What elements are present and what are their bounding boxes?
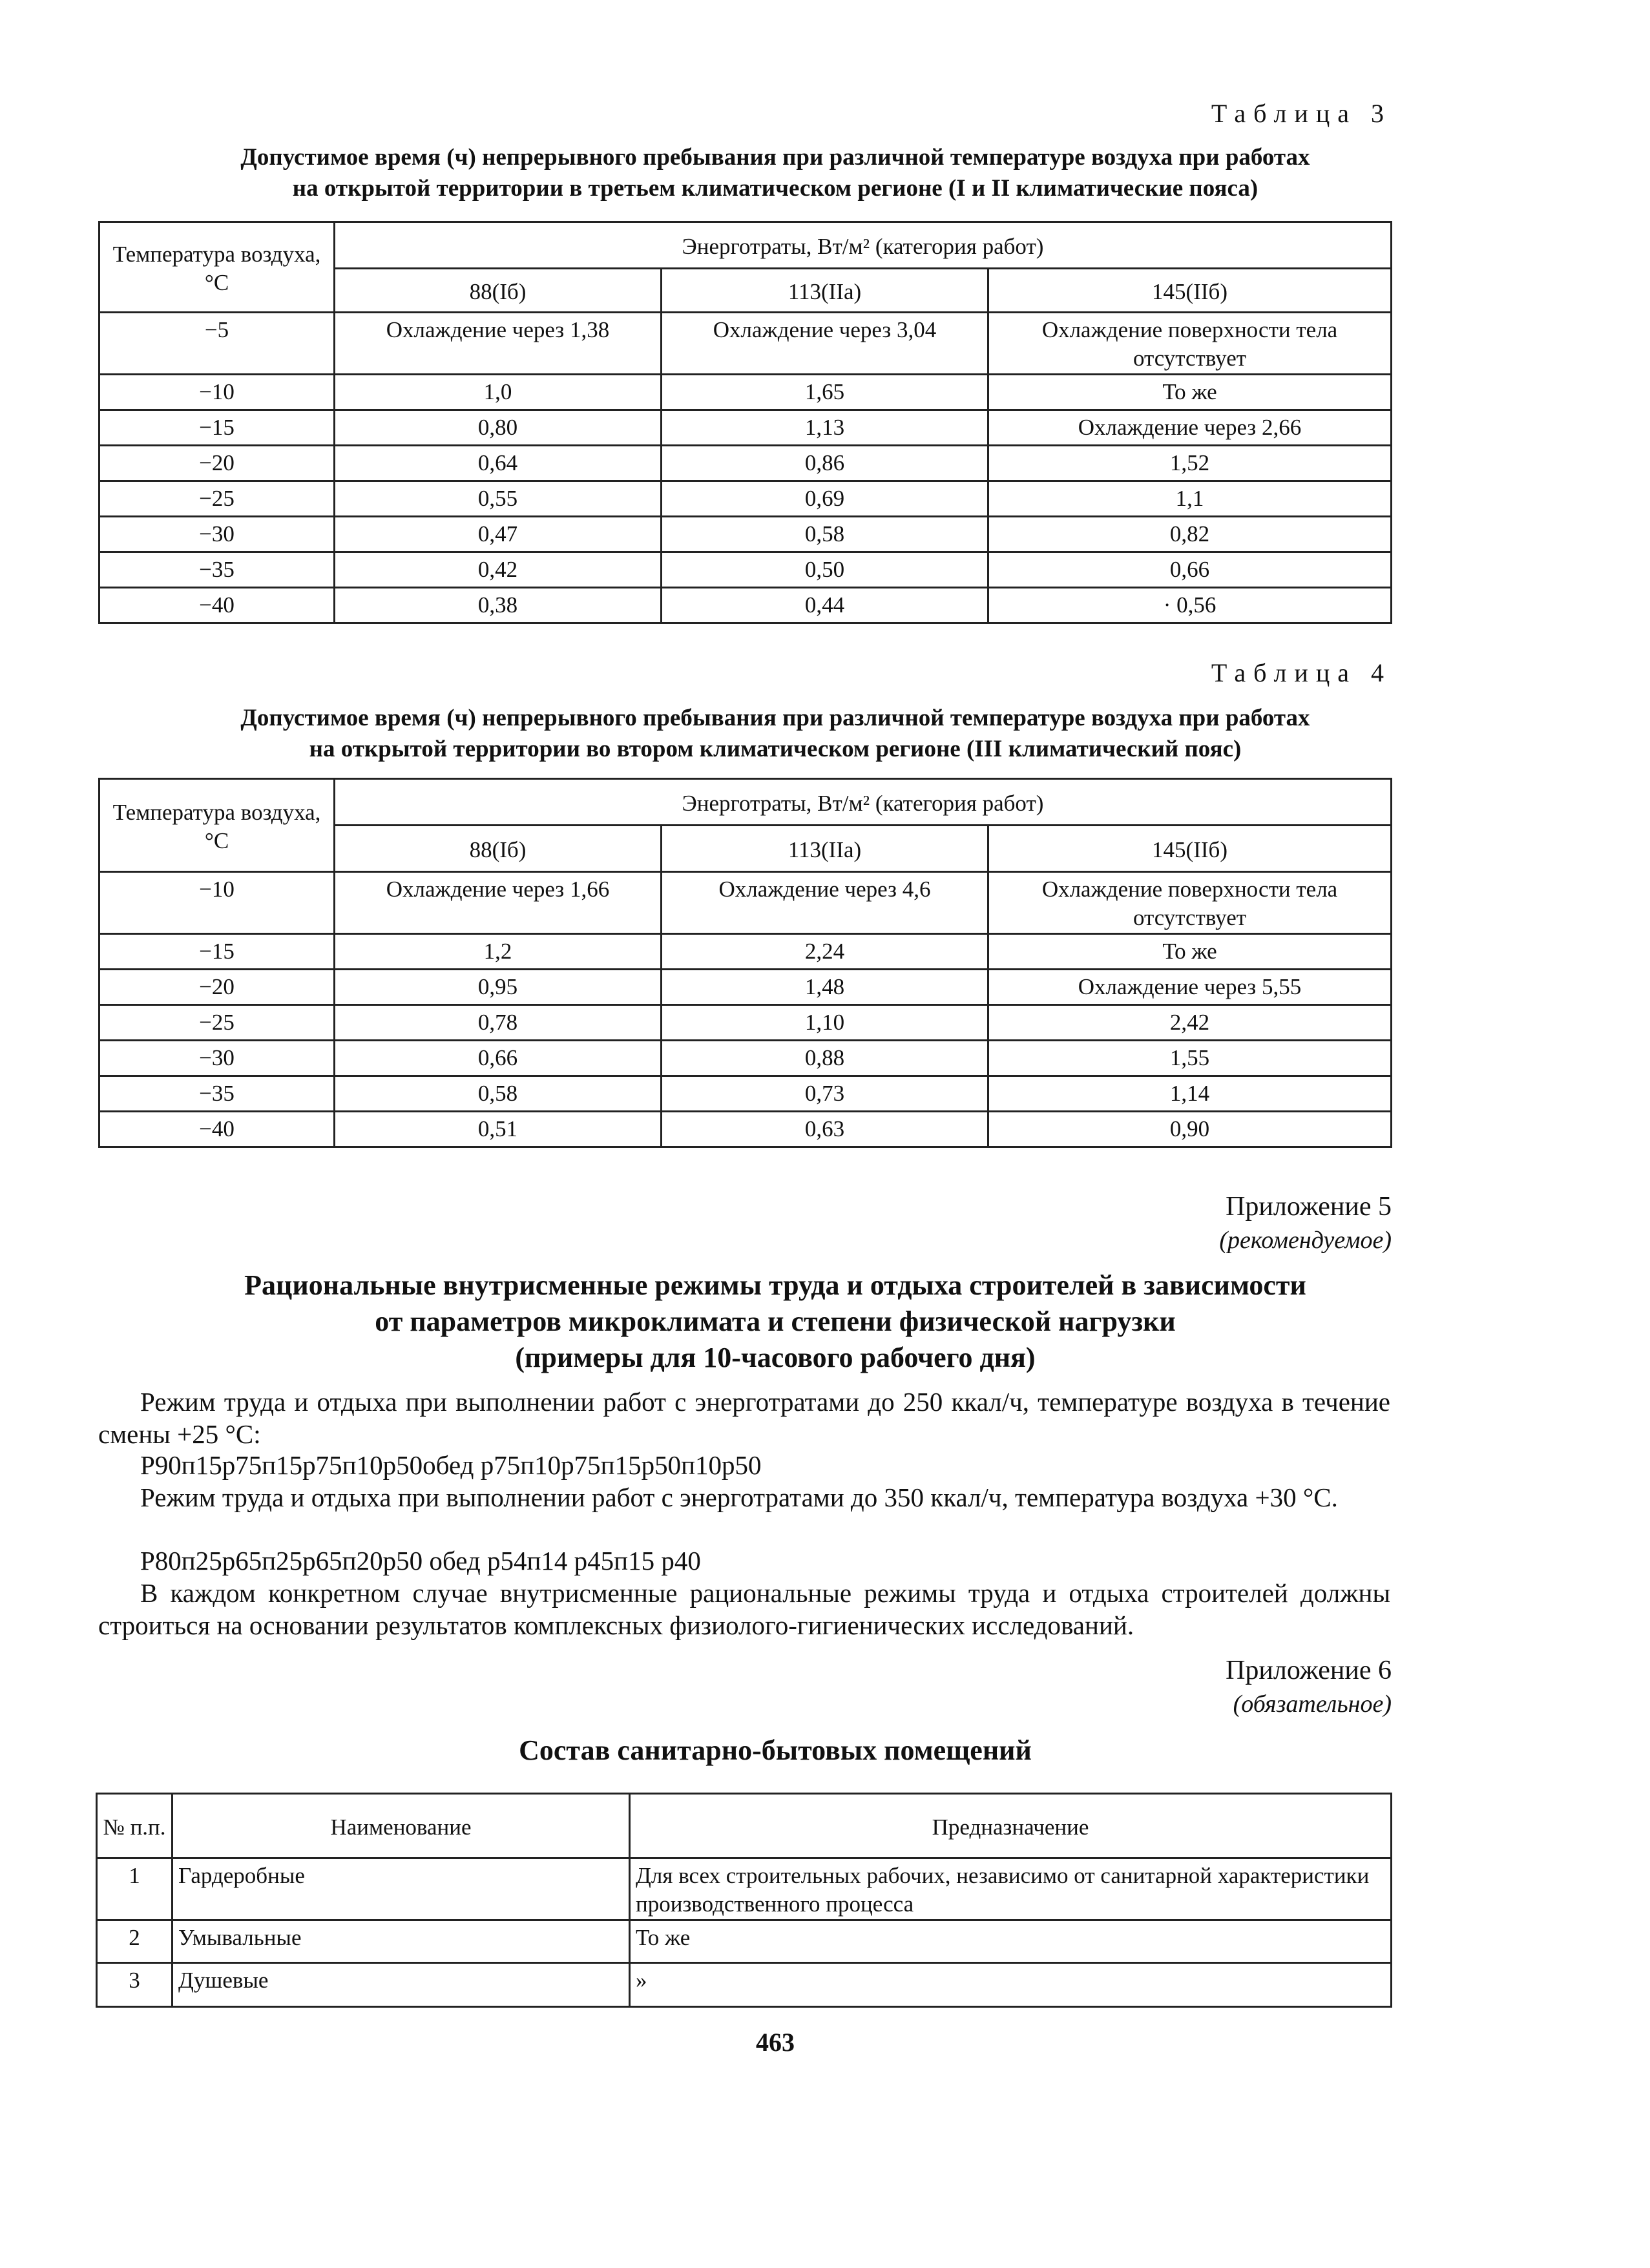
table-row <box>99 552 1392 588</box>
table-cell: −40 <box>99 1112 335 1147</box>
table-cell: 1 <box>97 1858 172 1920</box>
table-cell: 0,58 <box>662 517 988 552</box>
header-energy: Энерготраты, Вт/м² (категория работ) <box>335 222 1392 269</box>
header-number: № п.п. <box>97 1794 172 1858</box>
table-cell: 0,42 <box>335 552 662 588</box>
table-row <box>99 1041 1392 1076</box>
table-cell: 0,58 <box>335 1076 662 1112</box>
table-cell: −15 <box>99 934 335 970</box>
table-cell: −15 <box>99 410 335 446</box>
table-cell: Умывальные <box>172 1920 630 1963</box>
table-row <box>97 1794 1392 1858</box>
header-col-88: 88(Iб) <box>335 269 662 313</box>
table4 <box>98 778 1392 1148</box>
table-cell: 1,13 <box>662 410 988 446</box>
header-col-145: 145(IIб) <box>988 826 1392 872</box>
table3 <box>98 221 1392 624</box>
table-row <box>97 1963 1392 2007</box>
table-cell: −30 <box>99 517 335 552</box>
table-cell: Охлаждение через 3,04 <box>662 313 988 375</box>
table-cell: −35 <box>99 1076 335 1112</box>
table-cell: 0,66 <box>335 1041 662 1076</box>
appendix6-label: Приложение 6 <box>1226 1656 1392 1685</box>
table-row <box>99 410 1392 446</box>
table-cell: 0,47 <box>335 517 662 552</box>
appendix5-label-block <box>1219 1190 1392 1257</box>
table-row <box>99 313 1392 375</box>
table-cell: 0,55 <box>335 481 662 517</box>
table-cell: Охлаждение поверхности тела отсутствует <box>988 872 1392 934</box>
table-cell: −40 <box>99 588 335 623</box>
table-row <box>99 481 1392 517</box>
appendix5-title <box>97 1267 1454 1376</box>
table3-title-line1: Допустимое время (ч) непрерывного пребывания при различной температуре воздуха при работах <box>240 144 1310 171</box>
table4-title-line2: на открытой территории во втором климатическом регионе (III климатический пояс) <box>309 736 1242 762</box>
table-cell: 2 <box>97 1920 172 1963</box>
table-cell: −25 <box>99 481 335 517</box>
appendix6-label-block <box>1226 1654 1392 1721</box>
table-cell: 0,73 <box>662 1076 988 1112</box>
table-row <box>99 1076 1392 1112</box>
table-cell: 0,44 <box>662 588 988 623</box>
table-cell: −25 <box>99 1005 335 1041</box>
page-number: 463 <box>756 2028 795 2057</box>
table-cell: 0,90 <box>988 1112 1392 1147</box>
header-col-113: 113(IIa) <box>662 269 988 313</box>
table-cell: 0,50 <box>662 552 988 588</box>
table-row <box>99 872 1392 934</box>
header-temperature: Температура воздуха, °С <box>99 222 335 313</box>
appendix5-label: Приложение 5 <box>1226 1192 1392 1222</box>
table-cell: То же <box>988 375 1392 410</box>
table-row <box>99 779 1392 826</box>
table-row <box>99 222 1392 269</box>
table-cell: Охлаждение поверхности тела отсутствует <box>988 313 1392 375</box>
table-cell: 0,82 <box>988 517 1392 552</box>
table-cell: Охлаждение через 1,38 <box>335 313 662 375</box>
table-cell: · 0,56 <box>988 588 1392 623</box>
table-cell: 3 <box>97 1963 172 2007</box>
table-cell: −10 <box>99 872 335 934</box>
appendix5-paragraph-4: Р80п25р65п25р65п20р50 обед р54п14 р45п15 р40 <box>140 1546 701 1576</box>
table-cell: −10 <box>99 375 335 410</box>
table-row <box>97 1858 1392 1920</box>
table4-title <box>97 703 1454 765</box>
table-cell: −20 <box>99 970 335 1005</box>
table-cell: Для всех строительных рабочих, независимо от санитарной характеристики производственного процесса <box>630 1858 1392 1920</box>
table-cell: Душевые <box>172 1963 630 2007</box>
table-cell: 1,55 <box>988 1041 1392 1076</box>
table-cell: 0,88 <box>662 1041 988 1076</box>
table-cell: −20 <box>99 446 335 481</box>
table-cell: 2,42 <box>988 1005 1392 1041</box>
table-cell: То же <box>630 1920 1392 1963</box>
table-cell: 1,10 <box>662 1005 988 1041</box>
table-row <box>99 517 1392 552</box>
appendix5-paragraph-2: Р90п15р75п15р75п10р50обед р75п10р75п15р50п10р50 <box>140 1450 762 1480</box>
table4-title-line1: Допустимое время (ч) непрерывного пребывания при различной температуре воздуха при работах <box>240 705 1310 731</box>
table-cell: Охлаждение через 2,66 <box>988 410 1392 446</box>
table-cell: 0,78 <box>335 1005 662 1041</box>
table-cell: 0,64 <box>335 446 662 481</box>
table-cell: Гардеробные <box>172 1858 630 1920</box>
appendix5-paragraph-5: В каждом конкретном случае внутрисменные рациональные режимы труда и отдыха строителей должны строиться на основании результатов комплексных физиолого-гигиенических исследований. <box>98 1578 1390 1640</box>
header-energy: Энерготраты, Вт/м² (категория работ) <box>335 779 1392 826</box>
table-cell: Охлаждение через 4,6 <box>662 872 988 934</box>
table-cell: 1,14 <box>988 1076 1392 1112</box>
table4-label: Таблица 4 <box>1211 658 1392 687</box>
table-cell: 0,86 <box>662 446 988 481</box>
appendix5-paragraph-3: Режим труда и отдыха при выполнении работ с энерготратами до 350 ккал/ч, температура воздуха +30 °С. <box>140 1483 1338 1512</box>
table-cell: 1,48 <box>662 970 988 1005</box>
table-row <box>99 1112 1392 1147</box>
table-cell: 0,38 <box>335 588 662 623</box>
header-name: Наименование <box>172 1794 630 1858</box>
header-col-145: 145(IIб) <box>988 269 1392 313</box>
table-row <box>99 375 1392 410</box>
table-row <box>99 1005 1392 1041</box>
table-cell: 1,0 <box>335 375 662 410</box>
table-cell: 1,52 <box>988 446 1392 481</box>
table-row <box>99 970 1392 1005</box>
appendix5-title-line2: от параметров микроклимата и степени физической нагрузки <box>375 1306 1176 1337</box>
header-purpose: Предназначение <box>630 1794 1392 1858</box>
table-row <box>99 934 1392 970</box>
appendix6-title: Состав санитарно-бытовых помещений <box>519 1734 1032 1766</box>
table-cell: То же <box>988 934 1392 970</box>
table-cell: 0,80 <box>335 410 662 446</box>
table-cell: 0,95 <box>335 970 662 1005</box>
appendix5-title-line3: (примеры для 10-часового рабочего дня) <box>515 1342 1036 1373</box>
table3-title-line2: на открытой территории в третьем климатическом регионе (I и II климатические пояса) <box>292 175 1258 202</box>
header-temperature: Температура воздуха, °С <box>99 779 335 872</box>
table-cell: 0,63 <box>662 1112 988 1147</box>
appendix6-sub: (обязательное) <box>1233 1691 1392 1718</box>
table-row <box>99 588 1392 623</box>
table-cell: 0,66 <box>988 552 1392 588</box>
table-cell: Охлаждение через 1,66 <box>335 872 662 934</box>
table-cell: −30 <box>99 1041 335 1076</box>
table3-title <box>97 142 1454 204</box>
table-cell: 1,65 <box>662 375 988 410</box>
appendix5-title-line1: Рациональные внутрисменные режимы труда и отдыха строителей в зависимости <box>244 1269 1306 1301</box>
table-cell: 0,69 <box>662 481 988 517</box>
table-cell: 0,51 <box>335 1112 662 1147</box>
table-cell: » <box>630 1963 1392 2007</box>
table-cell: −35 <box>99 552 335 588</box>
table-row <box>99 446 1392 481</box>
header-col-88: 88(Iб) <box>335 826 662 872</box>
appendix5-paragraph-1: Режим труда и отдыха при выполнении работ с энерготратами до 250 ккал/ч, температуре воздуха в течение смены +25 °С: <box>98 1387 1390 1449</box>
appendix5-sub: (рекомендуемое) <box>1219 1227 1392 1254</box>
sanitary-table <box>96 1793 1392 2008</box>
table-row <box>97 1920 1392 1963</box>
table-cell: 2,24 <box>662 934 988 970</box>
header-col-113: 113(IIa) <box>662 826 988 872</box>
table3-label: Таблица 3 <box>1211 99 1392 128</box>
table-cell: Охлаждение через 5,55 <box>988 970 1392 1005</box>
table-cell: 1,2 <box>335 934 662 970</box>
table-cell: −5 <box>99 313 335 375</box>
table-cell: 1,1 <box>988 481 1392 517</box>
